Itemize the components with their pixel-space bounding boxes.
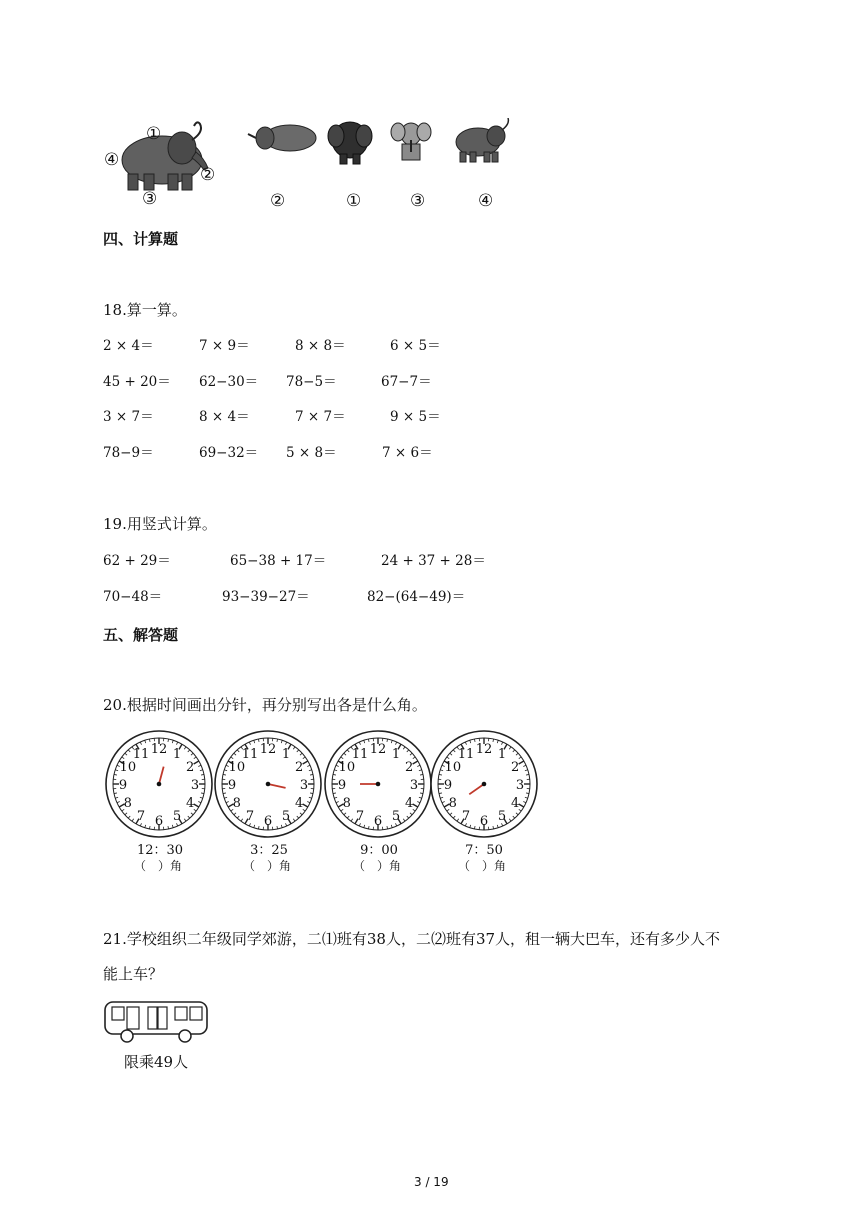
clock-number: 10 [444, 760, 462, 775]
clock-number: 5 [172, 809, 182, 825]
q19-r2-c2: 93−39−27＝ [222, 589, 310, 605]
clock-number: 9 [443, 778, 453, 793]
elephant-drawings [100, 118, 530, 218]
clock-number: 7 [355, 809, 365, 825]
q18-r3-c3: 7 × 7＝ [295, 409, 346, 425]
clock-number: 6 [263, 814, 273, 829]
elephant-main-image [122, 122, 208, 190]
main-label-4: ④ [104, 150, 120, 170]
clock-number: 4 [295, 796, 304, 811]
clock-face-3 [325, 731, 431, 837]
clock-number: 7 [245, 809, 255, 825]
q18-r3-c4: 9 × 5＝ [390, 409, 441, 425]
question-19-title: 19.用竖式计算。 [103, 515, 217, 533]
clock-number: 12 [259, 742, 277, 757]
main-label-1: ① [146, 124, 162, 144]
q18-r1-c1: 2 × 4＝ [103, 338, 154, 354]
clock-number: 3 [409, 778, 419, 793]
clock-2-time: 3：25 [250, 843, 288, 858]
elephant-side-view-image [456, 118, 508, 162]
q18-r2-c3: 78−5＝ [286, 374, 337, 390]
q18-r4-c1: 78−9＝ [103, 445, 154, 461]
clock-number: 3 [515, 778, 525, 793]
clock-number: 7 [136, 809, 146, 825]
answer-label-4: ④ [478, 191, 494, 211]
clock-number: 5 [391, 809, 401, 825]
elephant-front-view-image [328, 122, 372, 164]
clock-number: 5 [497, 809, 507, 825]
clock-number: 6 [154, 814, 164, 829]
clock-center [157, 782, 162, 787]
elephant-rear-view-image [391, 123, 431, 160]
clock-number: 2 [295, 760, 304, 775]
clock-faces [100, 728, 545, 843]
clock-1-answer-blank[interactable]: （ ）角 [133, 859, 182, 873]
clock-number: 4 [186, 796, 195, 811]
clock-number: 7 [461, 809, 471, 825]
q19-r1-c1: 62 + 29＝ [103, 553, 171, 569]
clock-number: 5 [281, 809, 291, 825]
question-21-line-1: 21.学校组织二年级同学郊游，二⑴班有38人，二⑵班有37人，租一辆大巴车，还有多少人不 [103, 930, 721, 948]
clock-number: 11 [457, 746, 475, 762]
main-label-2: ② [200, 165, 216, 185]
q18-r2-c2: 62−30＝ [199, 374, 259, 390]
clock-3-time: 9：00 [360, 843, 398, 858]
clock-number: 12 [369, 742, 387, 757]
clock-1-time: 12：30 [136, 843, 184, 858]
q18-r2-c1: 45 + 20＝ [103, 374, 171, 390]
answer-label-3: ③ [410, 191, 426, 211]
clock-3-answer-blank[interactable]: （ ）角 [352, 859, 401, 873]
question-18-title: 18.算一算。 [103, 301, 187, 319]
clock-4-answer-blank[interactable]: （ ）角 [457, 859, 506, 873]
q18-r4-c3: 5 × 8＝ [286, 445, 337, 461]
q18-r3-c1: 3 × 7＝ [103, 409, 154, 425]
clock-number: 11 [132, 746, 150, 762]
clock-number: 9 [227, 778, 237, 793]
q19-r1-c2: 65−38 + 17＝ [230, 553, 327, 569]
clock-face-1 [106, 731, 212, 837]
clock-center [482, 782, 487, 787]
clock-number: 2 [186, 760, 195, 775]
q18-r2-c4: 67−7＝ [381, 374, 432, 390]
q19-r2-c3: 82−(64−49)＝ [367, 589, 466, 605]
clock-center [376, 782, 381, 787]
elephant-figure [100, 118, 530, 218]
clock-number: 1 [497, 746, 507, 762]
q18-r4-c2: 69−32＝ [199, 445, 259, 461]
clock-number: 11 [241, 746, 259, 762]
answer-label-2: ① [346, 191, 362, 211]
clock-number: 1 [391, 746, 401, 762]
bus-capacity-caption: 限乘49人 [124, 1053, 189, 1071]
clock-number: 12 [475, 742, 493, 757]
section-title-5: 五、解答题 [103, 626, 179, 644]
bus-icon [103, 998, 209, 1046]
clock-4-time: 7：50 [465, 843, 503, 858]
clock-number: 6 [373, 814, 383, 829]
clock-face-2 [215, 731, 321, 837]
clock-number: 9 [337, 778, 347, 793]
page-number: 3 / 19 [414, 1175, 449, 1189]
q19-r1-c3: 24 + 37 + 28＝ [381, 553, 486, 569]
clock-number: 6 [479, 814, 489, 829]
clock-number: 2 [511, 760, 520, 775]
q18-r3-c2: 8 × 4＝ [199, 409, 250, 425]
q18-r1-c4: 6 × 5＝ [390, 338, 441, 354]
answer-label-1: ② [270, 191, 286, 211]
clock-face-4 [431, 731, 537, 837]
clock-number: 3 [299, 778, 309, 793]
clock-2-answer-blank[interactable]: （ ）角 [242, 859, 291, 873]
clock-number: 3 [190, 778, 200, 793]
clock-number: 1 [281, 746, 291, 762]
clock-number: 12 [150, 742, 168, 757]
clock-number: 10 [338, 760, 356, 775]
clock-number: 4 [405, 796, 414, 811]
clock-number: 8 [232, 796, 241, 811]
q18-r1-c2: 7 × 9＝ [199, 338, 250, 354]
clock-number: 11 [351, 746, 369, 762]
clock-number: 8 [342, 796, 351, 811]
clock-number: 1 [172, 746, 182, 762]
q18-r1-c3: 8 × 8＝ [295, 338, 346, 354]
clock-number: 4 [511, 796, 520, 811]
clock-number: 2 [405, 760, 414, 775]
question-21-line-2: 能上车？ [103, 965, 164, 983]
q19-r2-c1: 70−48＝ [103, 589, 163, 605]
q18-r4-c4: 7 × 6＝ [382, 445, 433, 461]
question-20-title: 20.根据时间画出分针，再分别写出各是什么角。 [103, 696, 427, 714]
clock-number: 8 [448, 796, 457, 811]
elephant-top-view-image [248, 125, 316, 151]
clock-center [266, 782, 271, 787]
main-label-3: ③ [142, 189, 158, 209]
bus-figure [103, 998, 209, 1046]
clock-number: 9 [118, 778, 128, 793]
section-title-4: 四、计算题 [103, 230, 179, 248]
clock-row [100, 728, 545, 843]
clock-number: 8 [123, 796, 132, 811]
clock-number: 10 [119, 760, 137, 775]
clock-number: 10 [228, 760, 246, 775]
